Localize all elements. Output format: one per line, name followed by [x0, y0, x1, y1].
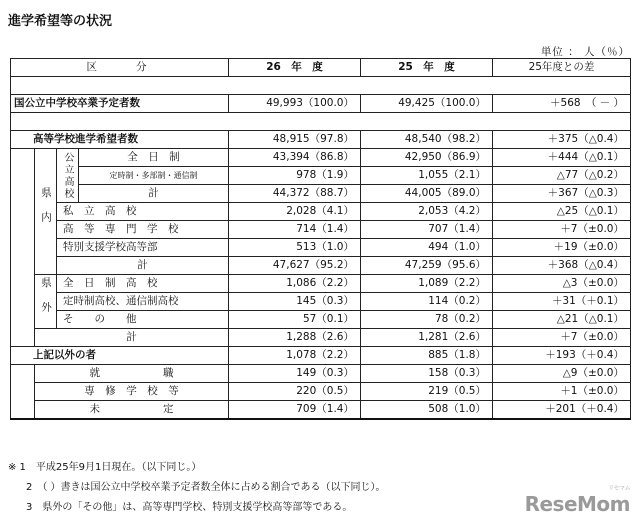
row-label: 高 等 専 門 学 校: [57, 221, 229, 239]
footnote-3: 3 県外の「その他」は、高等専門学校、特別支援学校高等部等である。: [26, 502, 353, 513]
resemom-logo: リセマム ReseMom: [524, 485, 630, 516]
cell-26: 714（1.4）: [229, 221, 361, 239]
row-label: 計: [79, 185, 229, 203]
cell-25: 44,005（89.0）: [361, 185, 493, 203]
cell-26: 1,078（2.2）: [229, 347, 361, 365]
cell-26: 48,915（97.8）: [229, 131, 361, 149]
table-row: [11, 275, 631, 293]
cell-26: 57（0.1）: [229, 311, 361, 329]
cell-25: 1,089（2.2）: [361, 275, 493, 293]
table-row: [11, 347, 631, 365]
status-table: [10, 58, 631, 420]
row-label: 計: [35, 329, 229, 347]
row-label: 上記以外の者: [11, 347, 229, 365]
header-y26: 26 年 度: [229, 59, 361, 77]
table-header: [11, 59, 631, 77]
cell-26: 1,086（2.2）: [229, 275, 361, 293]
cell-diff: △25（△0.1）: [493, 203, 631, 221]
cell-diff: ＋7（±0.0）: [493, 221, 631, 239]
row-label: 未 定: [35, 401, 229, 420]
cell-25: 508（1.0）: [361, 401, 493, 420]
cell-25: 707（1.4）: [361, 221, 493, 239]
footnote-2: 2 （ ）書きは国公立中学校卒業予定者数全体に占める割合である（以下同じ）。: [26, 482, 386, 493]
cell-diff: ＋568 （ － ）: [493, 95, 631, 113]
table-row: [11, 239, 631, 257]
table-row: [11, 329, 631, 347]
cell-25: 78（0.2）: [361, 311, 493, 329]
unit-label: 単位 ： 人（％）: [540, 46, 630, 58]
page-title: 進学希望等の状況: [8, 14, 113, 29]
cell-25: 494（1.0）: [361, 239, 493, 257]
row-label: 全 日 制: [79, 149, 229, 167]
cell-diff: ＋7（±0.0）: [493, 329, 631, 347]
cell-25: 1,055（2.1）: [361, 167, 493, 185]
cell-25: 219（0.5）: [361, 383, 493, 401]
row-label: 就 職: [35, 365, 229, 383]
cell-26: 978（1.9）: [229, 167, 361, 185]
row-label: 計: [57, 257, 229, 275]
cell-26: 1,288（2.6）: [229, 329, 361, 347]
table-row: [11, 401, 631, 420]
cell-25: 1,281（2.6）: [361, 329, 493, 347]
row-label: 特別支援学校高等部: [57, 239, 229, 257]
cell-25: 114（0.2）: [361, 293, 493, 311]
cell-26: 44,372（88.7）: [229, 185, 361, 203]
cell-diff: ＋444（△0.1）: [493, 149, 631, 167]
row-label: 専 修 学 校 等: [35, 383, 229, 401]
table-row: [11, 95, 631, 113]
cell-25: 49,425（100.0）: [361, 95, 493, 113]
row-label: 定時制・多部制・通信制: [79, 167, 229, 185]
cell-25: 48,540（98.2）: [361, 131, 493, 149]
cell-diff: ＋31（＋0.1）: [493, 293, 631, 311]
label-ken-nai: 県内: [35, 149, 57, 275]
label-ken-gai: 県外: [35, 275, 57, 329]
row-label: 国公立中学校卒業予定者数: [11, 95, 229, 113]
footnotes: [8, 458, 386, 518]
header-diff: 25年度との差: [493, 59, 631, 77]
table-row: [11, 257, 631, 275]
cell-diff: ＋201（＋0.4）: [493, 401, 631, 420]
cell-diff: ＋19（±0.0）: [493, 239, 631, 257]
row-label: 私 立 高 校: [57, 203, 229, 221]
cell-diff: ＋368（△0.4）: [493, 257, 631, 275]
table-row: [11, 167, 631, 185]
table-row: [11, 221, 631, 239]
cell-diff: ＋375（△0.4）: [493, 131, 631, 149]
cell-diff: △3（±0.0）: [493, 275, 631, 293]
table-row: [11, 383, 631, 401]
label-koritsu-koko: 公立高校: [57, 149, 79, 203]
row-label: そ の 他: [57, 311, 229, 329]
row-label: 定時制高校、通信制高校: [57, 293, 229, 311]
header-y25: 25 年 度: [361, 59, 493, 77]
cell-25: 885（1.8）: [361, 347, 493, 365]
cell-diff: △21（△0.1）: [493, 311, 631, 329]
cell-26: 220（0.5）: [229, 383, 361, 401]
cell-26: 49,993（100.0）: [229, 95, 361, 113]
cell-26: 43,394（86.8）: [229, 149, 361, 167]
table-row: [11, 365, 631, 383]
cell-25: 42,950（86.9）: [361, 149, 493, 167]
cell-25: 158（0.3）: [361, 365, 493, 383]
table-row: [11, 149, 631, 167]
table-row: [11, 311, 631, 329]
cell-26: 2,028（4.1）: [229, 203, 361, 221]
cell-diff: △77（△0.2）: [493, 167, 631, 185]
table-row: [11, 185, 631, 203]
cell-diff: ＋1（±0.0）: [493, 383, 631, 401]
row-label: 全 日 制 高 校: [57, 275, 229, 293]
cell-26: 47,627（95.2）: [229, 257, 361, 275]
table-row: [11, 293, 631, 311]
table-row: [11, 203, 631, 221]
cell-26: 709（1.4）: [229, 401, 361, 420]
cell-26: 513（1.0）: [229, 239, 361, 257]
row-label: 高等学校進学希望者数: [11, 131, 229, 149]
table-row: [11, 131, 631, 149]
cell-diff: ＋193（＋0.4）: [493, 347, 631, 365]
cell-25: 47,259（95.6）: [361, 257, 493, 275]
cell-25: 2,053（4.2）: [361, 203, 493, 221]
cell-diff: △9（±0.0）: [493, 365, 631, 383]
cell-diff: ＋367（△0.3）: [493, 185, 631, 203]
header-category: 区 分: [11, 59, 229, 77]
cell-26: 149（0.3）: [229, 365, 361, 383]
footnote-1: ※ 1 平成25年9月1日現在。（以下同じ。）: [8, 462, 202, 473]
cell-26: 145（0.3）: [229, 293, 361, 311]
